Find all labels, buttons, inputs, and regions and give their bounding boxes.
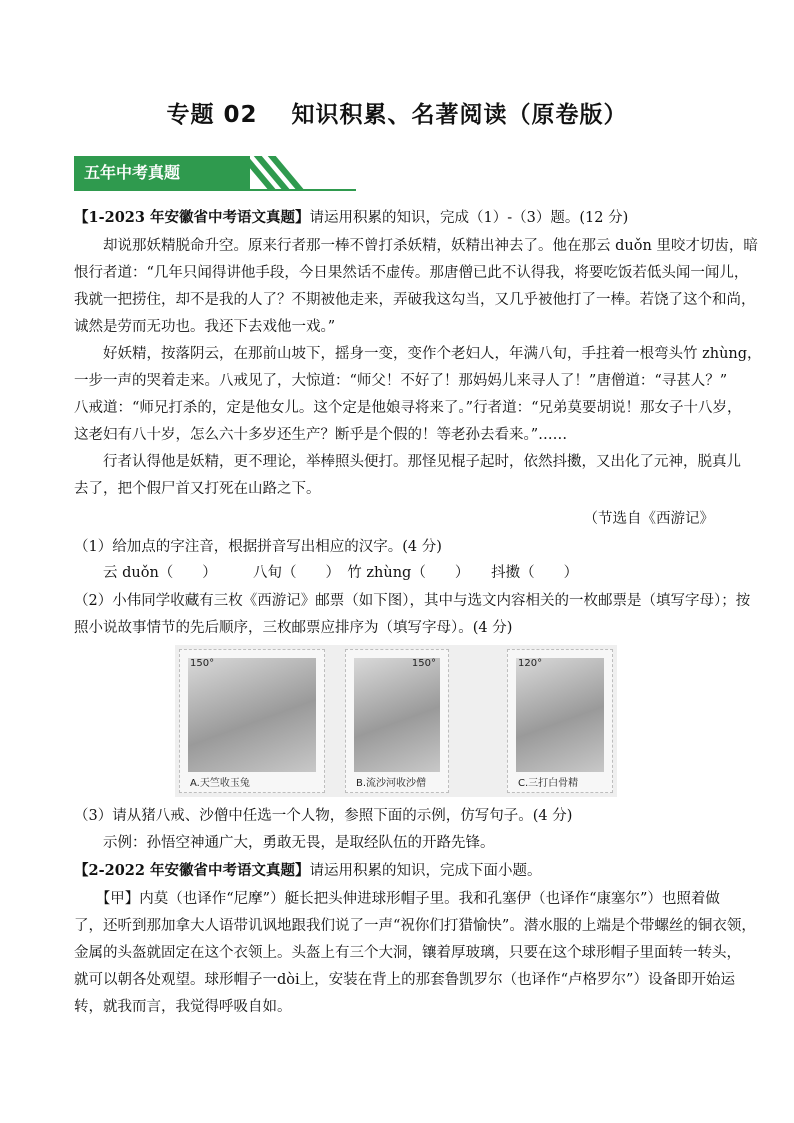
section-underline <box>74 189 356 191</box>
question-1-2: （2）小伟同学收藏有三枚《西游记》邮票（如下图），其中与选文内容相关的一枚邮票是（填写字母）；按 照小说故事情节的先后顺序，三枚邮票应排序为（填写字母）。(4 分) <box>74 593 751 636</box>
title-number: 专题 02 <box>166 102 258 128</box>
page-title <box>0 96 794 129</box>
passage-1: 却说那妖精脱命升空。原来行者那一棒不曾打杀妖精，妖精出神去了。他在那云 duǒn 里咬才切齿，暗 恨行者道：“几年只闻得讲他手段，今日果然话不虚传。那唐僧已此不认得我，将要吃饭若低头闻一闻儿， 我就一把捞住，却不是我的人了？不期被他走来，弄破我这勾当，又几乎被他打了一棒。若饶了这个和尚， 诚然是劳而无功也。我还下去戏他一戏。” 好妖精，按落阴云，在那前山坡下，摇身一变，变作个老妇人，年满八旬，手拄着一根弯头竹 zhùng， 一步一声的哭着走来。八戒见了，大惊道：“师父！不好了！那妈妈儿来寻人了！”唐僧道：“寻甚人？” 八戒道：“师兄打杀的，定是他女儿。这个定是他娘寻将来了。”行者道：“兄弟莫要胡说！那女子十八岁， 这老妇有八十岁，怎么六十多岁还生产？断乎是个假的！等老孙去看来。”…… 行者认得他是妖精，更不理论，举棒照头便打。那怪见棍子起时，依然抖擞，又出化了元神，脱真儿 去了，把个假尸首又打死在山路之下。 <box>74 238 762 497</box>
stamp-caption: C.三打白骨精 <box>518 778 579 789</box>
passage-source: （节选自《西游记》 <box>583 511 714 527</box>
stamp-b <box>345 649 449 793</box>
section-label: 五年中考真题 <box>74 156 250 190</box>
title-text: 知识积累、名著阅读（原卷版） <box>291 102 628 128</box>
stamp-c <box>507 649 613 793</box>
passage-2: 【甲】内莫（也译作“尼摩”）艇长把头伸进球形帽子里。我和孔塞伊（也译作“康塞尔”）也照着做 了，还听到那加拿大人语带讥讽地跟我们说了一声“祝你们打猎愉快”。潜水服的上端是个带螺丝的铜衣领， 金属的头盔就固定在这个衣领上。头盔上有三个大洞，镶着厚玻璃，只要在这个球形帽子里面转一转头， 就可以朝各处观望。球形帽子一dòi上，安装在背上的那套鲁凯罗尔（也译作“卢格罗尔”）设备即开始运 转，就我而言，我觉得呼吸自如。 <box>74 891 756 1015</box>
question-1-header: 【1-2023 年安徽省中考语文真题】请运用积累的知识，完成（1）-（3）题。(12 分) <box>74 209 629 226</box>
stamp-caption: B.流沙河收沙僧 <box>356 778 427 789</box>
stamp-denomination: 150° <box>411 658 436 669</box>
question-1-1-blanks: 云 duǒn（ ） 八旬（ ） 竹 zhùng（ ） 抖擞（ ） <box>74 565 579 581</box>
stamp-denomination: 150° <box>190 658 215 669</box>
stamp-a <box>179 649 325 793</box>
question-2-header: 【2-2022 年安徽省中考语文真题】请运用积累的知识，完成下面小题。 <box>74 862 542 879</box>
stamp-picture <box>516 658 604 772</box>
example-sentence: 示例：孙悟空神通广大，勇敢无畏，是取经队伍的开路先锋。 <box>74 835 495 851</box>
stamp-caption: A.天竺收玉兔 <box>190 778 250 789</box>
stamp-picture <box>354 658 440 772</box>
section-header <box>74 156 356 192</box>
stamp-denomination: 120° <box>518 658 543 669</box>
question-1-1: （1）给加点的字注音，根据拼音写出相应的汉字。(4 分) <box>74 539 442 555</box>
stamp-picture <box>188 658 316 772</box>
question-1-3: （3）请从猪八戒、沙僧中任选一个人物，参照下面的示例，仿写句子。(4 分) <box>74 808 573 824</box>
stamp-image <box>175 645 617 797</box>
